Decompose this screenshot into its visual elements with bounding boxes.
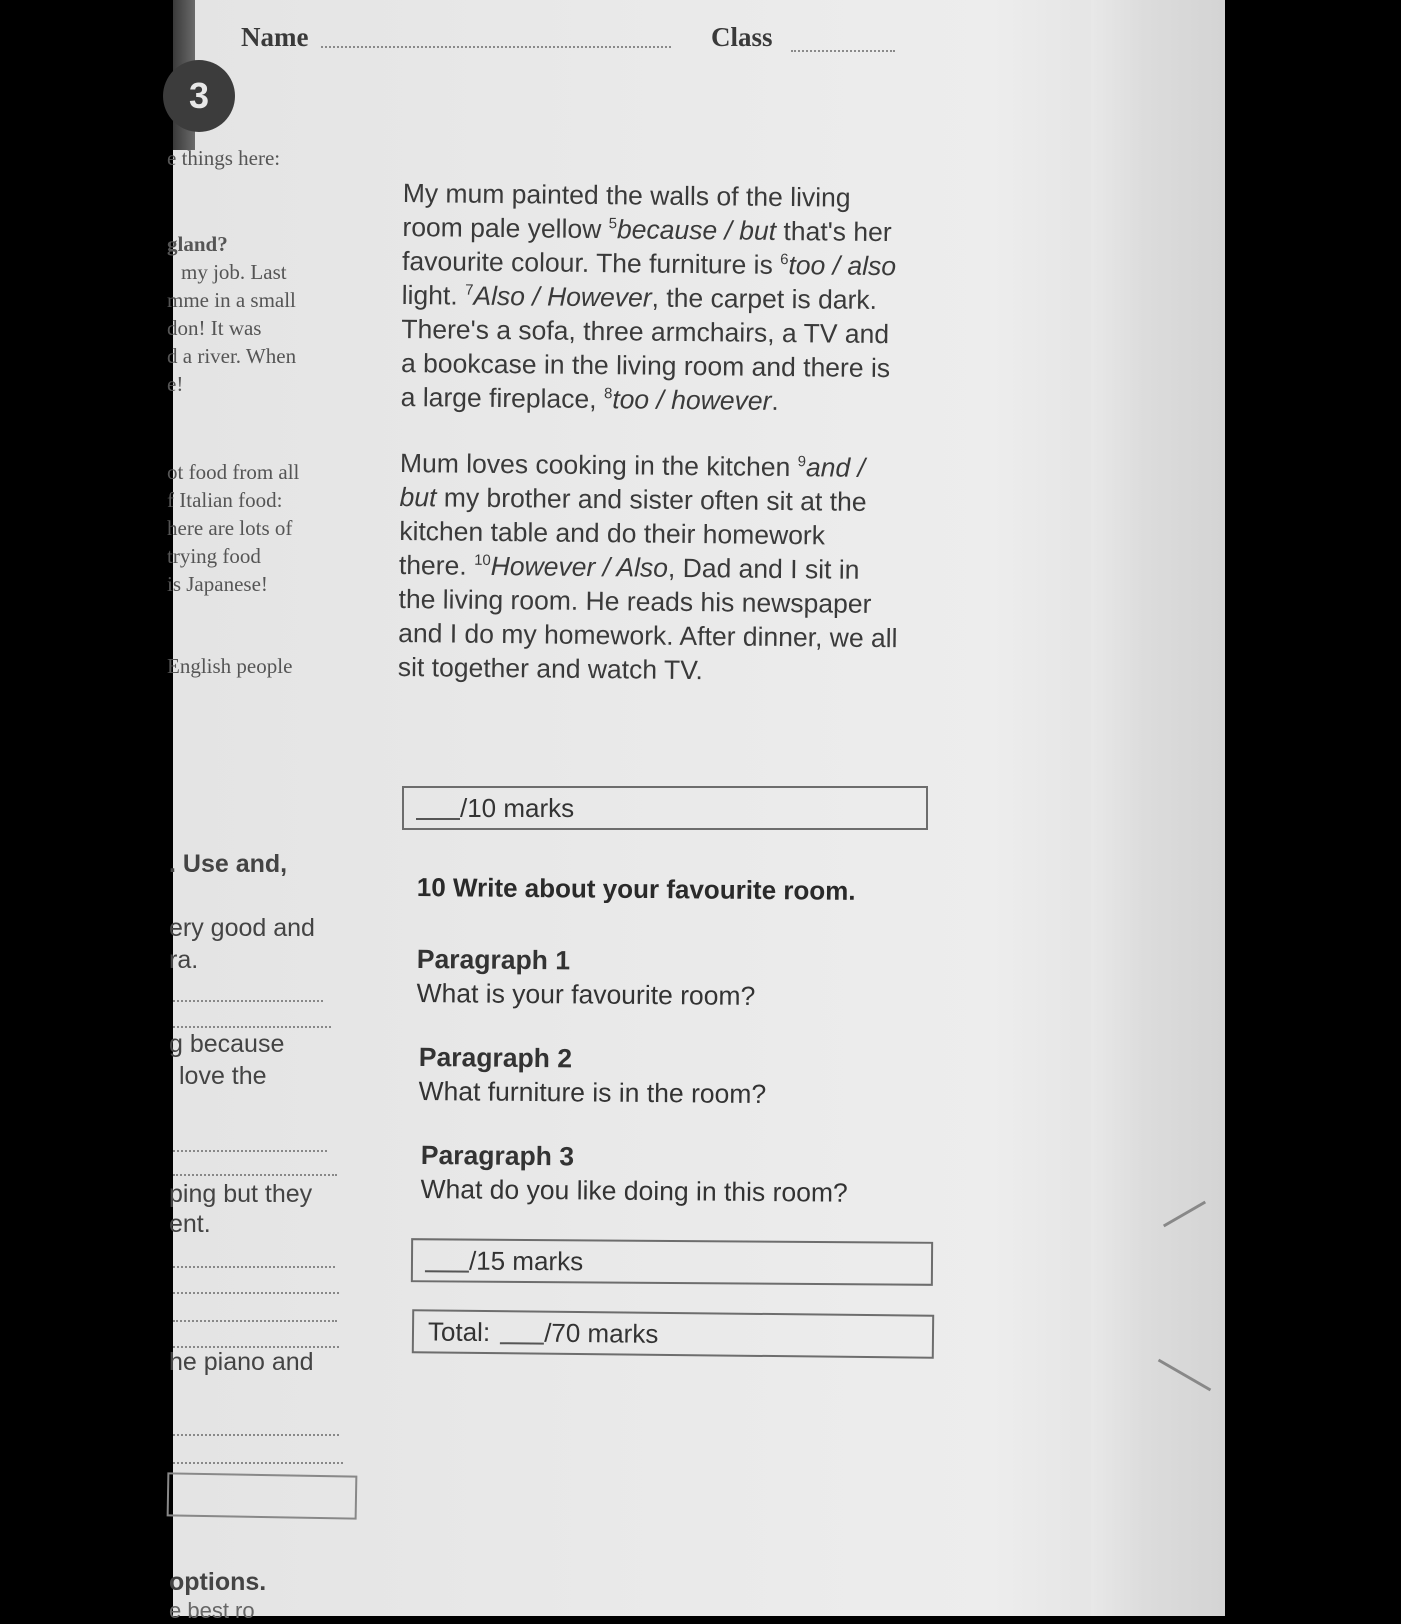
paragraph-question: What is your favourite room? (416, 977, 756, 1011)
choice-6[interactable]: too / also (788, 250, 897, 282)
name-field[interactable] (321, 46, 671, 48)
marks-box-2 (411, 1238, 933, 1286)
score-blank[interactable] (416, 796, 460, 820)
total-box (412, 1309, 934, 1358)
example-line: ent. (169, 1210, 211, 1238)
marks-label: /10 marks (460, 792, 575, 823)
answer-line[interactable] (173, 1266, 335, 1268)
left-text-line: e things here: (167, 146, 281, 170)
choice-5[interactable]: because / but (616, 214, 777, 246)
paragraph-heading: Paragraph 1 (416, 943, 571, 976)
example-line: ping but they (169, 1180, 313, 1208)
reading-passage (397, 176, 903, 721)
left-text-line: ot food from all (167, 460, 300, 484)
choice-10[interactable]: However / Also (490, 550, 669, 583)
paragraph-question: What furniture is in the room? (418, 1075, 767, 1110)
choice-8[interactable]: too / however (612, 384, 772, 416)
left-text-line: d a river. When (167, 344, 297, 368)
total-blank[interactable] (500, 1320, 544, 1344)
options-subtext: e best ro (169, 1598, 255, 1623)
paragraph-question: What do you like doing in this room? (420, 1173, 848, 1208)
passage-paragraph-2: Mum loves cooking in the kitchen $^9$and / but my brother and sister often sit at the kitchen table and do their homework there. $^{10}$However / Also, Dad and I sit in the living room. He reads his newspaper and I do my homework. After dinner, we all sit together and watch TV. (397, 447, 898, 686)
marks-box-1 (402, 786, 928, 830)
passage-paragraph-1: My mum painted the walls of the living room pale yellow $^5$because / but that's her favourite colour. The furniture is $^6$too / also light. $^7$Also / However, the carpet is dark. There's a sofa, three armchairs, a TV and a bookcase in the living room and there is a large fireplace, $^8$too / however. (400, 177, 897, 416)
left-text-line: gland? (167, 232, 228, 256)
score-blank[interactable] (425, 1248, 469, 1272)
total-marks: /70 marks (544, 1317, 659, 1349)
class-field[interactable] (791, 50, 895, 52)
worksheet-photo (167, 0, 1225, 1623)
next-page-edge (1091, 0, 1225, 1616)
answer-line[interactable] (173, 1320, 337, 1322)
answer-line[interactable] (173, 1026, 331, 1028)
left-text-line: mme in a small (167, 288, 296, 312)
total-label: Total: (427, 1315, 491, 1347)
answer-line[interactable] (173, 1000, 323, 1002)
left-text-line: is Japanese! (167, 572, 268, 596)
paragraph-prompt-3 (420, 1138, 848, 1210)
left-text-line: here are lots of (167, 516, 293, 540)
answer-line[interactable] (173, 1462, 343, 1464)
left-text-line: don! It was (167, 316, 262, 340)
options-heading: options. (169, 1568, 267, 1596)
name-label: Name (241, 22, 309, 52)
left-text-line: my job. Last (181, 260, 287, 284)
left-text-line: English people (167, 654, 293, 678)
answer-line[interactable] (173, 1434, 339, 1436)
answer-line[interactable] (173, 1292, 339, 1294)
marks-label: /15 marks (468, 1245, 584, 1276)
paragraph-prompt-1 (416, 942, 755, 1013)
paragraph-heading: Paragraph 2 (418, 1041, 573, 1074)
paragraph-heading: Paragraph 3 (420, 1139, 575, 1172)
example-line: ra. (169, 946, 199, 974)
left-text-line: f Italian food: (167, 488, 283, 512)
unit-badge: 3 (163, 60, 235, 132)
paragraph-prompt-2 (418, 1040, 766, 1111)
choice-7[interactable]: Also / However (473, 280, 652, 313)
class-label: Class (711, 22, 773, 52)
answer-line[interactable] (173, 1150, 327, 1152)
left-text-line: e! (167, 372, 184, 396)
example-line: g because (169, 1030, 285, 1058)
task-title: 10 Write about your favourite room. (416, 872, 856, 906)
example-line: he piano and (169, 1348, 314, 1376)
answer-line[interactable] (173, 1174, 337, 1176)
example-line: love the (179, 1062, 267, 1090)
exercise-instruction: . Use and, (169, 850, 288, 878)
left-text-line: trying food (167, 544, 261, 568)
choice-9[interactable]: and / but (399, 452, 866, 513)
example-line: ery good and (169, 914, 315, 942)
left-marks-box (167, 1472, 358, 1519)
